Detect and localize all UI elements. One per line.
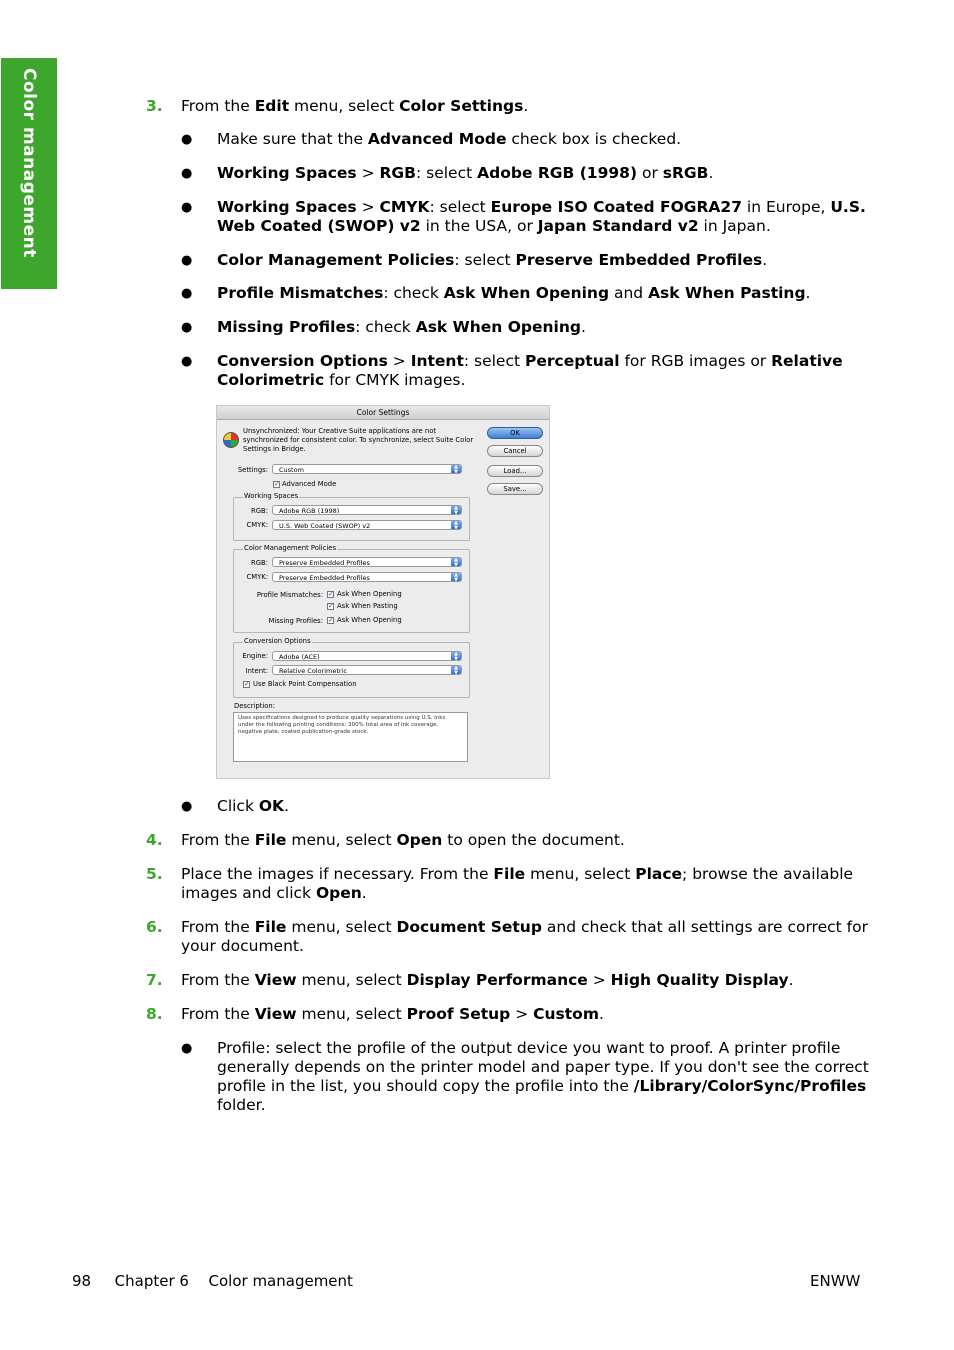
text: to open the document. xyxy=(442,831,625,849)
bold-text: File xyxy=(493,865,526,883)
bpc-label: Use Black Point Compensation xyxy=(253,680,357,688)
bullet-rgb xyxy=(181,164,869,183)
text: > xyxy=(387,352,411,370)
settings-select[interactable] xyxy=(272,464,462,474)
policy-cmyk-value: Preserve Embedded Profiles xyxy=(279,574,370,582)
engine-select[interactable] xyxy=(272,651,462,661)
bullet-policies xyxy=(181,251,869,270)
text: . xyxy=(788,971,794,989)
text: . xyxy=(523,97,529,115)
bold-text: /Library/ColorSync/Profiles xyxy=(633,1077,867,1095)
popup-arrows-icon: ▲ ▼ xyxy=(451,573,461,581)
text: . xyxy=(805,284,811,302)
bold-text: Document Setup xyxy=(396,918,542,936)
bold-text: Display Performance xyxy=(406,971,588,989)
save-button[interactable]: Save... xyxy=(487,483,543,495)
text: : select xyxy=(429,198,491,216)
bold-text: Relative Colorimetric xyxy=(217,352,843,389)
policy-cmyk-select[interactable] xyxy=(272,572,462,582)
text: . xyxy=(598,1005,604,1023)
bullet-mismatches xyxy=(181,284,869,303)
step-5 xyxy=(146,865,871,903)
text: and check that all settings are correct for your document. xyxy=(181,918,868,955)
popup-arrows-icon: ▲ ▼ xyxy=(451,558,461,566)
text: in the USA, or xyxy=(420,217,538,235)
intent-value: Relative Colorimetric xyxy=(279,667,347,675)
text: menu, select xyxy=(525,865,636,883)
bold-text: Color Management Policies xyxy=(217,251,455,269)
text: menu, select xyxy=(286,918,397,936)
footer-right: ENWW xyxy=(810,1272,861,1290)
advanced-mode-label: Advanced Mode xyxy=(282,480,337,488)
advanced-mode-checkbox[interactable]: ✓ xyxy=(274,480,280,488)
step-number: 3. xyxy=(146,97,163,115)
bullet-conversion xyxy=(181,352,869,390)
bold-text: Open xyxy=(396,831,443,849)
text: in Japan. xyxy=(698,217,771,235)
bullet-dot-icon: ● xyxy=(181,166,193,181)
bold-text: Place xyxy=(635,865,683,883)
text: folder. xyxy=(217,1096,266,1114)
bold-text: Europe ISO Coated FOGRA27 xyxy=(490,198,742,216)
popup-arrows-icon: ▲ ▼ xyxy=(451,652,461,660)
ask-opening-label: Ask When Opening xyxy=(337,590,402,598)
bpc-checkbox[interactable]: ✓ xyxy=(244,680,250,688)
bold-text: sRGB xyxy=(662,164,709,182)
color-sync-icon xyxy=(223,432,239,448)
policy-rgb-label: RGB: xyxy=(251,559,268,567)
text: : select xyxy=(454,251,516,269)
bold-text: Proof Setup xyxy=(406,1005,511,1023)
intent-label: Intent: xyxy=(245,667,268,675)
text: > xyxy=(510,1005,534,1023)
text: or xyxy=(637,164,663,182)
step-number: 7. xyxy=(146,971,163,989)
popup-arrows-icon: ▲ ▼ xyxy=(451,465,461,473)
bold-text: File xyxy=(254,831,287,849)
bullet-dot-icon: ● xyxy=(181,354,193,369)
bold-text: Missing Profiles xyxy=(217,318,356,336)
popup-arrows-icon: ▲ ▼ xyxy=(451,506,461,514)
load-button[interactable]: Load... xyxy=(487,465,543,477)
text: > xyxy=(356,164,380,182)
bold-text: Perceptual xyxy=(525,352,620,370)
text: . xyxy=(284,797,289,815)
chapter-label: Chapter 6 xyxy=(114,1272,189,1290)
bold-text: View xyxy=(254,971,297,989)
bullet-profile xyxy=(181,1039,869,1115)
bold-text: Edit xyxy=(254,97,290,115)
step-number: 4. xyxy=(146,831,163,849)
step-number: 5. xyxy=(146,865,163,883)
ask-pasting-label: Ask When Pasting xyxy=(337,602,398,610)
ws-rgb-select[interactable] xyxy=(272,505,462,515)
bullet-dot-icon: ● xyxy=(181,799,193,814)
step-8 xyxy=(146,1005,871,1024)
text: for CMYK images. xyxy=(324,371,466,389)
page-number: 98 xyxy=(72,1272,92,1290)
bold-text: Advanced Mode xyxy=(367,130,507,148)
ws-rgb-value: Adobe RGB (1998) xyxy=(279,507,340,515)
bold-text: CMYK xyxy=(379,198,430,216)
cancel-button[interactable]: Cancel xyxy=(487,445,543,457)
text: Make sure that the xyxy=(217,130,368,148)
bullet-dot-icon: ● xyxy=(181,132,193,147)
text: : select xyxy=(415,164,478,182)
policy-cmyk-label: CMYK: xyxy=(246,573,268,581)
missing-opening-checkbox[interactable]: ✓ xyxy=(328,616,334,624)
ask-pasting-checkbox[interactable]: ✓ xyxy=(328,602,334,610)
text: From the xyxy=(181,918,255,936)
text: Place the images if necessary. From the xyxy=(181,865,494,883)
text: : select xyxy=(463,352,525,370)
text: From the xyxy=(181,831,255,849)
step-3 xyxy=(146,97,871,116)
bold-text: View xyxy=(254,1005,297,1023)
bold-text: RGB xyxy=(379,164,416,182)
bullet-dot-icon: ● xyxy=(181,200,193,215)
engine-value: Adobe (ACE) xyxy=(279,653,320,661)
bullet-click-ok xyxy=(181,797,869,816)
bold-text: Ask When Opening xyxy=(443,284,610,302)
bullet-dot-icon: ● xyxy=(181,1041,193,1056)
working-spaces-title: Working Spaces xyxy=(244,492,299,500)
text: in Europe, xyxy=(741,198,831,216)
text: Profile: select the profile of the output device you want to proof. A printer profile generally depends on the printer model and paper type. If you don't see the correct profile in the list, you should copy the profile into the xyxy=(217,1039,869,1095)
footer-left xyxy=(72,1272,353,1291)
text: . xyxy=(361,884,367,902)
text: From the xyxy=(181,1005,255,1023)
popup-arrows-icon: ▲ ▼ xyxy=(451,521,461,529)
popup-arrows-icon: ▲ ▼ xyxy=(451,666,461,674)
chapter-side-tab xyxy=(1,58,57,289)
bold-text: Intent xyxy=(410,352,464,370)
text: ; browse the available images and click xyxy=(181,865,854,902)
dialog-title: Color Settings xyxy=(217,406,549,420)
bullet-dot-icon: ● xyxy=(181,253,193,268)
settings-label: Settings: xyxy=(237,466,268,474)
ok-button[interactable]: OK xyxy=(487,427,543,439)
step-4 xyxy=(146,831,871,850)
bold-text: OK xyxy=(258,797,285,815)
bold-text: Adobe RGB (1998) xyxy=(477,164,638,182)
text: and xyxy=(609,284,649,302)
bullet-dot-icon: ● xyxy=(181,320,193,335)
step-6 xyxy=(146,918,871,956)
ws-cmyk-label: CMYK: xyxy=(246,521,268,529)
working-spaces-group xyxy=(233,497,470,541)
ws-cmyk-select[interactable] xyxy=(272,520,462,530)
text: > xyxy=(587,971,611,989)
bold-text: Open xyxy=(315,884,362,902)
policies-title: Color Management Policies xyxy=(244,544,336,552)
bold-text: Ask When Opening xyxy=(415,318,581,336)
bold-text: File xyxy=(254,918,287,936)
text: From the xyxy=(181,971,255,989)
text: menu, select xyxy=(296,971,407,989)
bullet-advanced-mode xyxy=(181,130,869,149)
chapter-title: Color management xyxy=(208,1272,353,1290)
missing-label: Missing Profiles: xyxy=(268,617,323,625)
engine-label: Engine: xyxy=(242,652,268,660)
text: Click xyxy=(217,797,259,815)
text: for RGB images or xyxy=(619,352,772,370)
text: . xyxy=(762,251,768,269)
policy-rgb-value: Preserve Embedded Profiles xyxy=(279,559,370,567)
text: check box is checked. xyxy=(506,130,682,148)
bold-text: Color Settings xyxy=(399,97,524,115)
step-number: 6. xyxy=(146,918,163,936)
step-number: 8. xyxy=(146,1005,163,1023)
bold-text: Japan Standard v2 xyxy=(537,217,699,235)
text: : check xyxy=(383,284,444,302)
bullet-cmyk xyxy=(181,198,869,236)
text: menu, select xyxy=(289,97,400,115)
bold-text: Preserve Embedded Profiles xyxy=(515,251,763,269)
bold-text: U.S. Web Coated (SWOP) v2 xyxy=(217,198,866,235)
text: menu, select xyxy=(296,1005,407,1023)
ws-cmyk-value: U.S. Web Coated (SWOP) v2 xyxy=(279,522,371,530)
text: : check xyxy=(355,318,416,336)
policy-rgb-select[interactable] xyxy=(272,557,462,567)
text: . xyxy=(708,164,714,182)
bold-text: Conversion Options xyxy=(217,352,388,370)
chapter-side-tab-label: Color management xyxy=(19,68,39,258)
bold-text: High Quality Display xyxy=(610,971,789,989)
intent-select[interactable] xyxy=(272,665,462,675)
settings-value: Custom xyxy=(279,466,304,474)
bold-text: Ask When Pasting xyxy=(648,284,806,302)
dialog-warning: Unsynchronized: Your Creative Suite applications are not synchronized for consistent color. To synchronize, select Suite Color Settings in Bridge. xyxy=(243,427,474,453)
text: menu, select xyxy=(286,831,397,849)
color-settings-dialog xyxy=(216,405,550,779)
text: From the xyxy=(181,97,255,115)
bold-text: Working Spaces xyxy=(217,164,357,182)
missing-opening-label: Ask When Opening xyxy=(337,616,402,624)
step-7 xyxy=(146,971,871,990)
mismatch-label: Profile Mismatches: xyxy=(256,591,323,599)
description-box: Uses specifications designed to produce quality separations using U.S. inks under the following printing conditions: 300% total area of ink coverage, negative plate, coated publication-grade stock. xyxy=(233,712,468,762)
bold-text: Profile Mismatches xyxy=(217,284,384,302)
bold-text: Custom xyxy=(533,1005,599,1023)
text: . xyxy=(580,318,586,336)
text: > xyxy=(356,198,380,216)
bullet-dot-icon: ● xyxy=(181,286,193,301)
bullet-missing xyxy=(181,318,869,337)
description-label: Description: xyxy=(234,702,276,710)
conversion-title: Conversion Options xyxy=(244,637,311,645)
ws-rgb-label: RGB: xyxy=(251,507,268,515)
bold-text: Working Spaces xyxy=(217,198,357,216)
ask-opening-checkbox[interactable]: ✓ xyxy=(328,590,334,598)
